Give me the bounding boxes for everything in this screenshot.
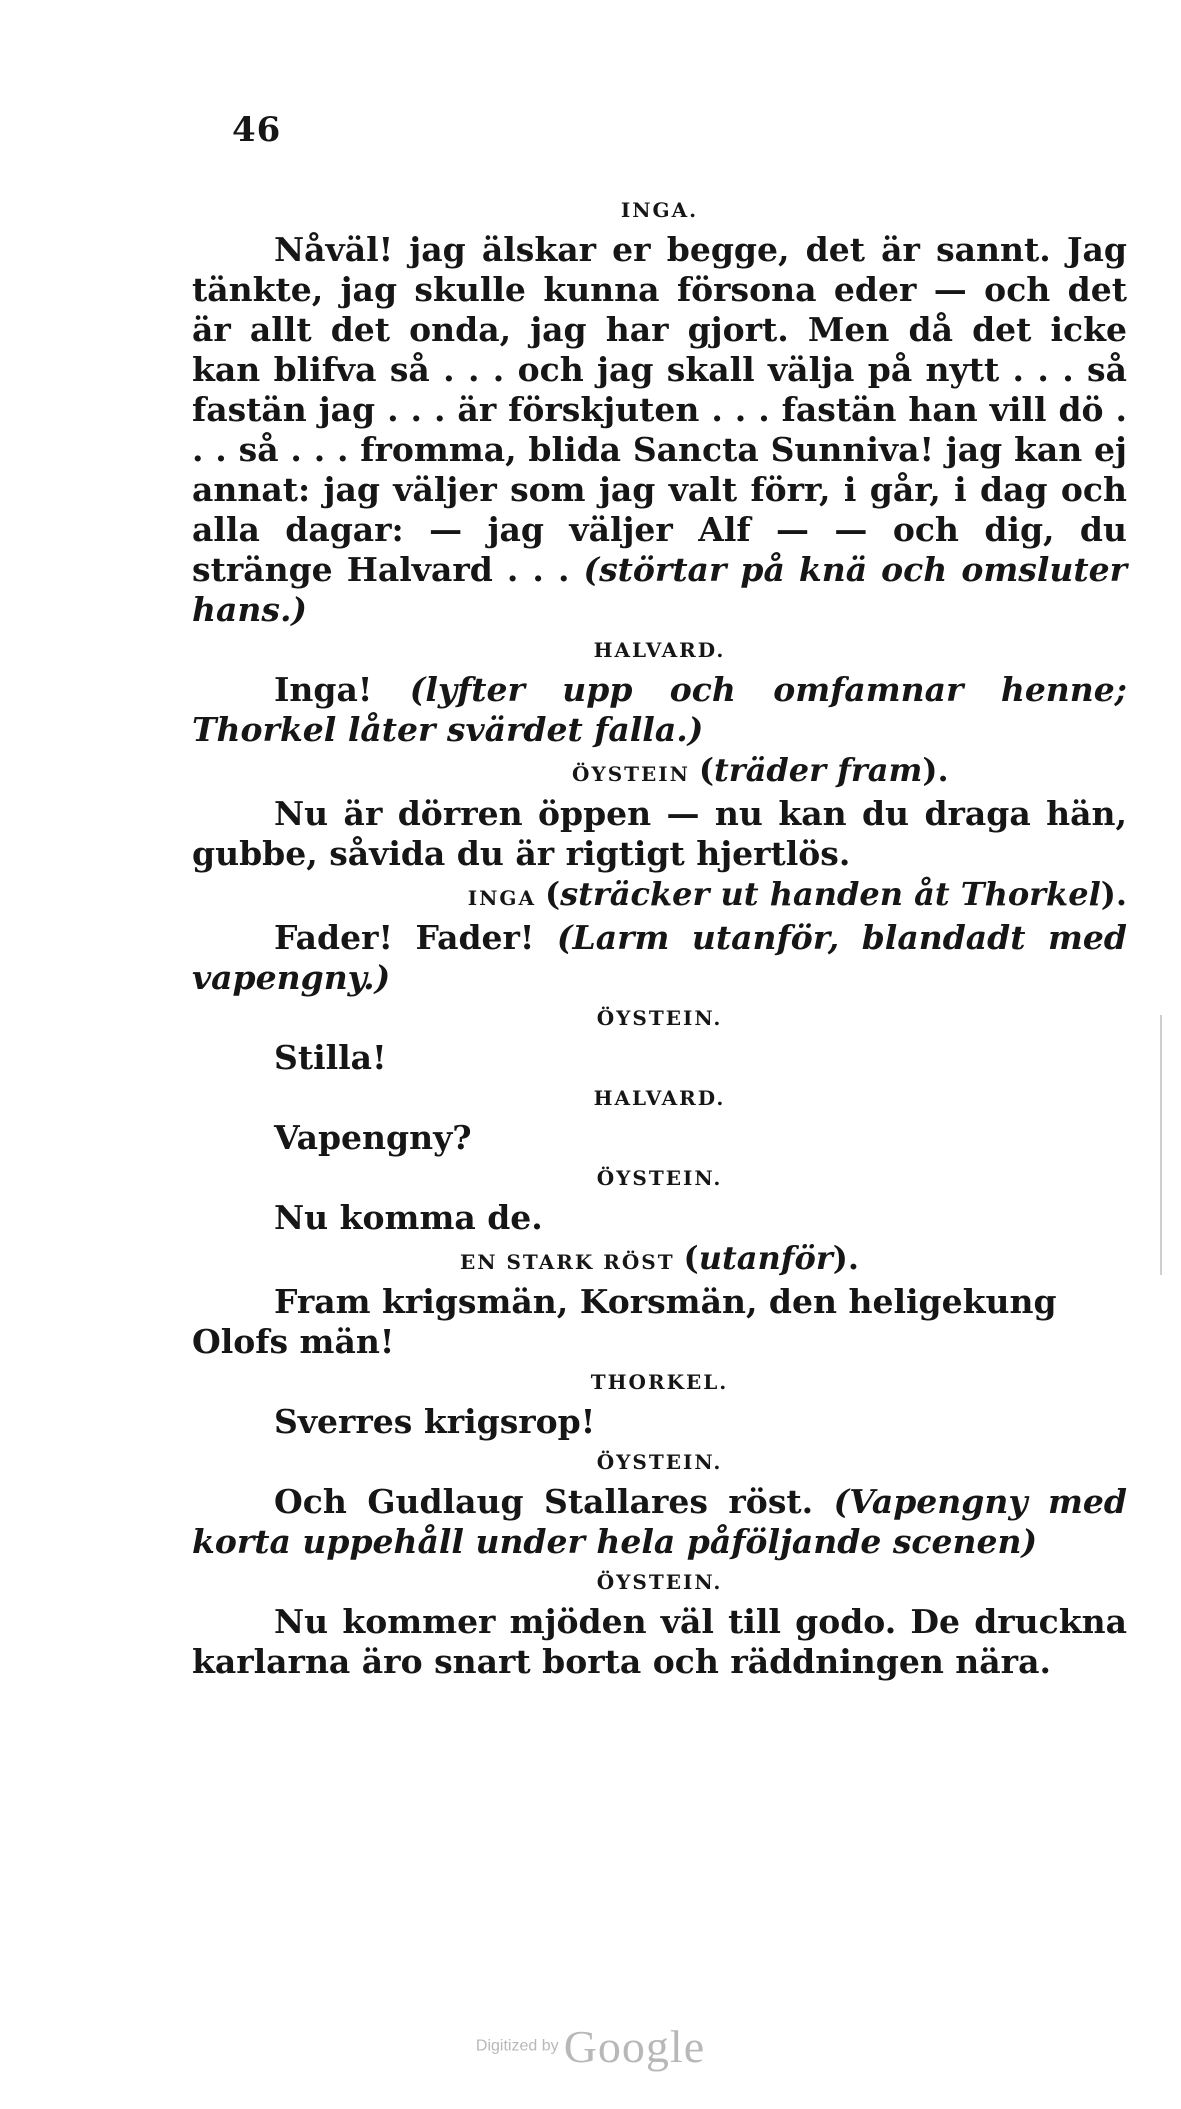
page-number: 46: [232, 110, 282, 150]
stage-direction: (Vapengny med korta uppehåll under hela påföljande scenen): [192, 1482, 1127, 1561]
dialogue-line: Fram krigsmän, Korsmän, den heligekung Olofs män!: [192, 1282, 1057, 1361]
speaker-heading: HALVARD.: [593, 1086, 726, 1110]
speaker-heading: INGA.: [620, 198, 699, 222]
dialogue-paragraph: Inga! (lyfter upp och omfamnar henne; Thorkel låter svärdet falla.): [192, 670, 1127, 749]
speaker-heading: HALVARD.: [593, 638, 726, 662]
dialogue-line: Sverres krigsrop!: [274, 1402, 596, 1441]
digitized-watermark: [0, 2020, 1181, 2073]
dialogue-paragraph: Nu kommer mjöden väl till godo. De druckna karlarna äro snart borta och räddningen nära.: [192, 1602, 1127, 1681]
dialogue-paragraph: Nu är dörren öppen — nu kan du draga hän, gubbe, såvida du är rigtigt hjertlös.: [192, 794, 1127, 873]
speaker-heading: ÖYSTEIN (träder fram).: [572, 751, 949, 789]
play-text: [192, 190, 1127, 1688]
speaker-heading: ÖYSTEIN.: [596, 1166, 723, 1190]
stage-direction: (lyfter upp och omfamnar henne; Thorkel låter svärdet falla.): [192, 670, 1127, 749]
watermark-prefix: Digitized by: [475, 2037, 559, 2055]
speaker-heading: ÖYSTEIN.: [596, 1570, 723, 1594]
dialogue-paragraph: Och Gudlaug Stallares röst. (Vapengny med korta uppehåll under hela påföljande scenen): [192, 1482, 1127, 1561]
watermark-brand: Google: [563, 2021, 706, 2072]
margin-rule: [1160, 1015, 1162, 1275]
speaker-heading: ÖYSTEIN.: [596, 1006, 723, 1030]
speaker-heading: THORKEL.: [590, 1370, 729, 1394]
dialogue-paragraph: Nåväl! jag älskar er begge, det är sannt. Jag tänkte, jag skulle kunna försona eder — och det är allt det onda, jag har gjort. Men då det icke kan blifva så . . . och jag skall välja på nytt . . . så fastän jag . . . är förskjuten . . . fastän han vill dö . . . så . . . fromma, blida Sancta Sunniva! jag kan ej annat: jag väljer som jag valt förr, i går, i dag och alla dagar: — jag väljer Alf — — och dig, du stränge Halvard . . . (störtar på knä och omsluter hans.): [192, 230, 1127, 629]
speaker-heading: INGA (sträcker ut handen åt Thorkel).: [467, 875, 1127, 913]
speaker-direction: utanför: [698, 1239, 833, 1277]
stage-direction: (störtar på knä och omsluter hans.): [192, 550, 1127, 629]
stage-direction: (Larm utanför, blandadt med vapengny.): [192, 918, 1127, 997]
speaker-direction: sträcker ut handen åt Thorkel: [560, 875, 1101, 913]
dialogue-line: Nu komma de.: [274, 1198, 543, 1237]
dialogue-line: Stilla!: [274, 1038, 387, 1077]
speaker-heading: ÖYSTEIN.: [596, 1450, 723, 1474]
dialogue-line: Vapengny?: [274, 1118, 472, 1157]
speaker-direction: träder fram: [714, 751, 923, 789]
speaker-heading: EN STARK RÖST (utanför).: [460, 1239, 859, 1277]
dialogue-paragraph: Fader! Fader! (Larm utanför, blandadt med vapengny.): [192, 918, 1127, 997]
